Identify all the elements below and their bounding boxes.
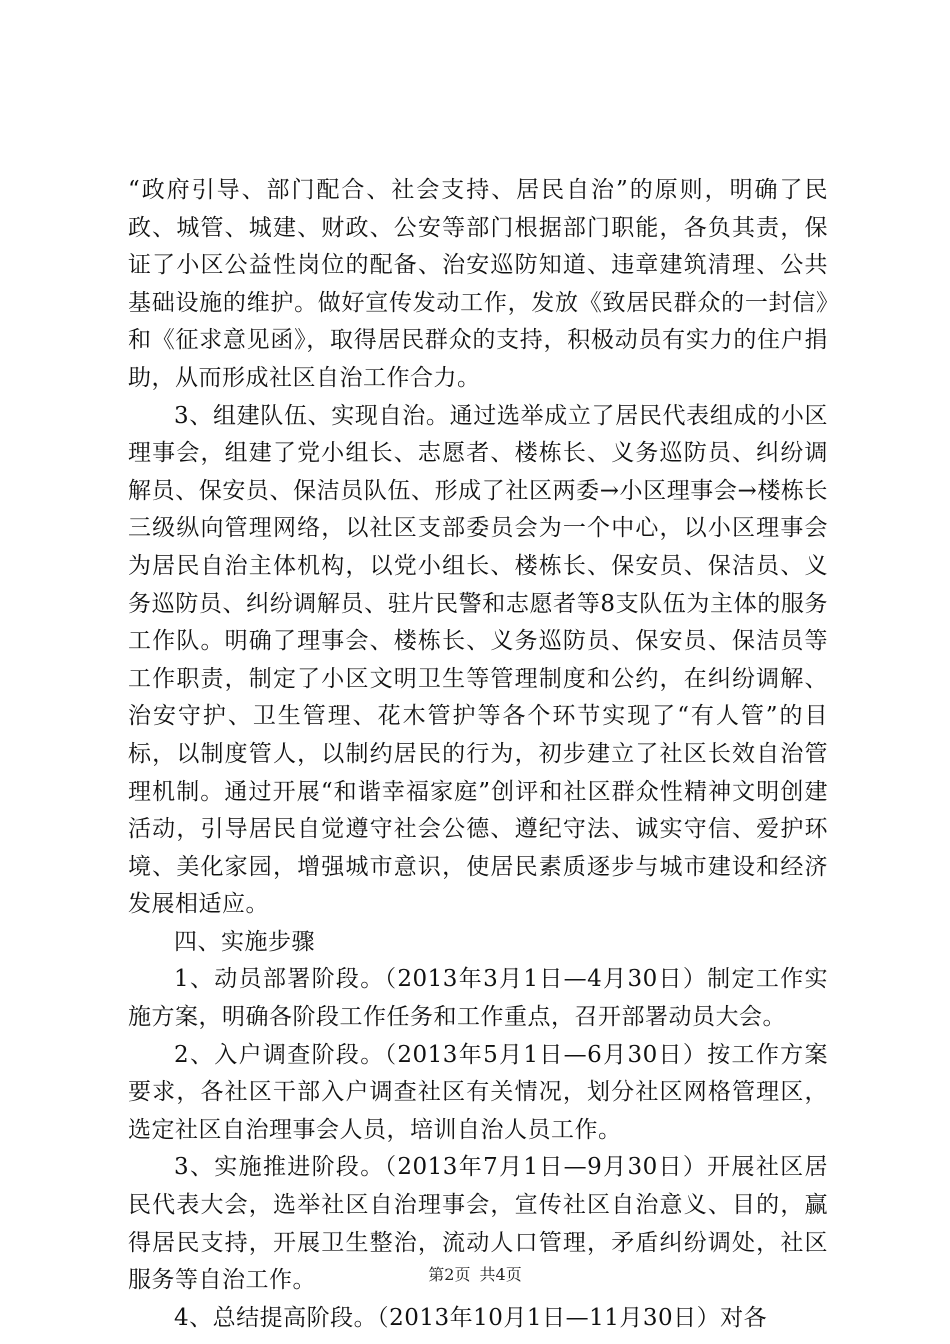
paragraph: 3、组建队伍、实现自治。通过选举成立了居民代表组成的小区理事会，组建了党小组长、志愿者、楼栋长、义务巡防员、纠纷调解员、保安员、保洁员队伍、形成了社区两委→小区理事会→楼栋长三级纵向管理网络，以社区支部委员会为一个中心，以小区理事会为居民自治主体机构，以党小组长、楼栋长、保安员、保洁员、义务巡防员、纠纷调解员、驻片民警和志愿者等8支队伍为主体的服务工作队。明确了理事会、楼栋长、义务巡防员、保安员、保洁员等工作职责，制定了小区文明卫生等管理制度和公约，在纠纷调解、治安守护、卫生管理、花木管护等各个环节实现了“有人管”的目标，以制度管人，以制约居民的行为，初步建立了社区长效自治管理机制。通过开展“和谐幸福家庭”创评和社区群众性精神文明创建活动，引导居民自觉遵守社会公德、遵纪守法、诚实守信、爱护环境、美化家园，增强城市意识，使居民素质逐步与城市建设和经济发展相适应。 bbox=[128, 402, 828, 918]
page-footer bbox=[0, 1262, 950, 1285]
page-total: 共4页 bbox=[479, 1265, 522, 1284]
paragraph: 4、总结提高阶段。（2013年10月1日—11月30日）对各 bbox=[174, 1304, 768, 1331]
document-body bbox=[128, 172, 828, 1337]
paragraph: 2、入户调查阶段。（2013年5月1日—6月30日）按工作方案要求，各社区干部入户调查社区有关情况，划分社区网格管理区，选定社区自治理事会人员，培训自治人员工作。 bbox=[128, 1041, 828, 1143]
paragraph: 3、实施推进阶段。（2013年7月1日—9月30日）开展社区居民代表大会，选举社区自治理事会，宣传社区自治意义、目的，赢得居民支持，开展卫生整治，流动人口管理，矛盾纠纷调处，社区服务等自治工作。 bbox=[128, 1154, 828, 1294]
page-number: 第2页 bbox=[428, 1265, 471, 1284]
paragraph: 四、实施步骤 bbox=[174, 928, 315, 955]
paragraph: 1、动员部署阶段。（2013年3月1日—4月30日）制定工作实施方案，明确各阶段工作任务和工作重点，召开部署动员大会。 bbox=[128, 966, 828, 1031]
paragraph: “政府引导、部门配合、社会支持、居民自治”的原则，明确了民政、城管、城建、财政、公安等部门根据部门职能，各负其责，保证了小区公益性岗位的配备、治安巡防知道、违章建筑清理、公共基础设施的维护。做好宣传发动工作，发放《致居民群众的一封信》和《征求意见函》，取得居民群众的支持，积极动员有实力的住户捐助，从而形成社区自治工作合力。 bbox=[128, 177, 828, 391]
